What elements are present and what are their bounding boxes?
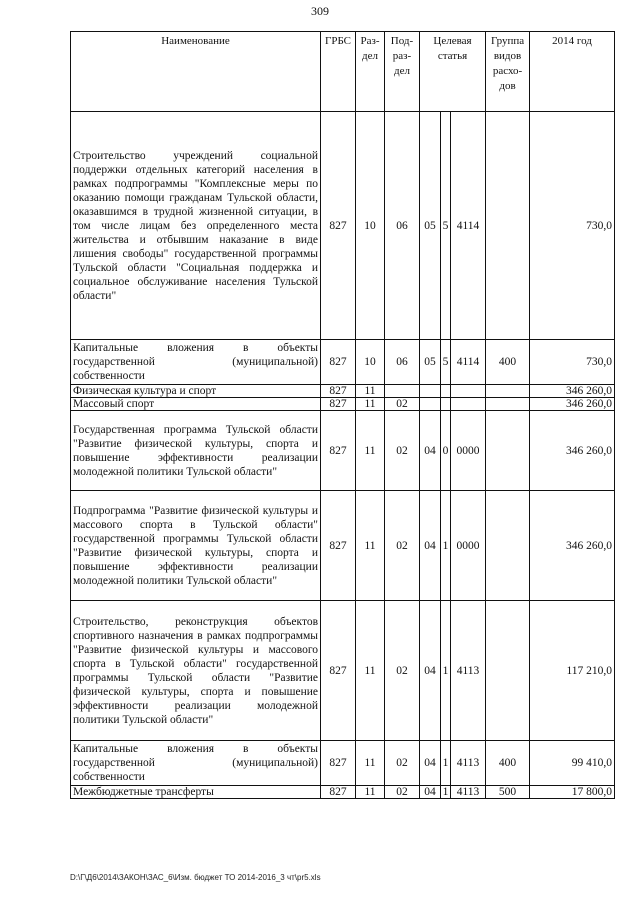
- row-target-program: 04: [420, 601, 441, 741]
- row-grbs: 827: [321, 112, 356, 340]
- row-amount: 17 800,0: [530, 786, 615, 799]
- row-razdel: 11: [356, 601, 385, 741]
- header-podrazdel: Под- раз- дел: [385, 32, 420, 112]
- row-target-subprogram: [441, 385, 451, 398]
- row-amount: 346 260,0: [530, 385, 615, 398]
- header-target-article: Целевая статья: [420, 32, 486, 112]
- row-grbs: 827: [321, 411, 356, 491]
- table-row: [71, 741, 615, 786]
- page-number: 309: [311, 4, 329, 18]
- row-name: Подпрограмма "Развитие физической культуры и массового спорта в Тульской области" государственной программы Тульской области "Развитие физической культуры, спорта и повышение эффективности реализации молодежной политики Тульской области": [71, 491, 321, 601]
- row-expense-group: 400: [486, 741, 530, 786]
- header-name: Наименование: [71, 32, 321, 112]
- row-razdel: 10: [356, 340, 385, 385]
- row-podrazdel: 06: [385, 340, 420, 385]
- row-expense-group: [486, 601, 530, 741]
- row-target-code: 4114: [451, 112, 486, 340]
- row-name: Строительство, реконструкция объектов спортивного назначения в рамках подпрограммы "Развитие физической культуры и массового спорта в Тульской области" государственной программы Тульской области "Развитие физической культуры, спорта и повышение эффективности реализации молодежной политики Тульской области": [71, 601, 321, 741]
- row-name: Массовый спорт: [71, 398, 321, 411]
- row-razdel: 11: [356, 491, 385, 601]
- row-target-code: 4113: [451, 741, 486, 786]
- row-target-subprogram: 1: [441, 741, 451, 786]
- header-razdel: Раз- дел: [356, 32, 385, 112]
- row-target-program: 04: [420, 741, 441, 786]
- row-target-program: 04: [420, 491, 441, 601]
- row-podrazdel: [385, 385, 420, 398]
- row-grbs: 827: [321, 786, 356, 799]
- row-podrazdel: 02: [385, 741, 420, 786]
- row-name: Межбюджетные трансферты: [71, 786, 321, 799]
- row-razdel: 10: [356, 112, 385, 340]
- row-grbs: 827: [321, 601, 356, 741]
- row-razdel: 11: [356, 741, 385, 786]
- header-year: 2014 год: [530, 32, 615, 112]
- row-expense-group: 500: [486, 786, 530, 799]
- row-razdel: 11: [356, 411, 385, 491]
- row-podrazdel: 02: [385, 786, 420, 799]
- row-podrazdel: 02: [385, 398, 420, 411]
- row-razdel: 11: [356, 398, 385, 411]
- row-target-program: 04: [420, 411, 441, 491]
- row-target-program: 05: [420, 340, 441, 385]
- row-target-program: 05: [420, 112, 441, 340]
- row-target-program: [420, 385, 441, 398]
- header-expense-group: Группа видов расхо- дов: [486, 32, 530, 112]
- table-header-row: [71, 32, 615, 112]
- row-target-program: 04: [420, 786, 441, 799]
- row-name: Капитальные вложения в объекты государственной (муниципальной) собственности: [71, 340, 321, 385]
- row-target-code: 4113: [451, 601, 486, 741]
- row-amount: 99 410,0: [530, 741, 615, 786]
- row-target-program: [420, 398, 441, 411]
- table-row: [71, 398, 615, 411]
- row-target-subprogram: 1: [441, 786, 451, 799]
- row-podrazdel: 02: [385, 491, 420, 601]
- row-grbs: 827: [321, 491, 356, 601]
- row-amount: 346 260,0: [530, 491, 615, 601]
- row-target-code: [451, 385, 486, 398]
- row-expense-group: [486, 411, 530, 491]
- row-grbs: 827: [321, 398, 356, 411]
- row-expense-group: 400: [486, 340, 530, 385]
- row-target-subprogram: 5: [441, 340, 451, 385]
- row-grbs: 827: [321, 741, 356, 786]
- table-row: [71, 340, 615, 385]
- table-row: [71, 385, 615, 398]
- row-name: Капитальные вложения в объекты государственной (муниципальной) собственности: [71, 741, 321, 786]
- header-grbs: ГРБС: [321, 32, 356, 112]
- budget-table: [70, 31, 615, 799]
- table-row: [71, 112, 615, 340]
- row-target-code: 4113: [451, 786, 486, 799]
- row-amount: 346 260,0: [530, 398, 615, 411]
- row-razdel: 11: [356, 385, 385, 398]
- row-name: Физическая культура и спорт: [71, 385, 321, 398]
- row-target-subprogram: [441, 398, 451, 411]
- row-name: Строительство учреждений социальной поддержки отдельных категорий населения в рамках подпрограммы "Комплексные меры по оказанию помощи гражданам Тульской области, оказавшимся в трудной жизненной ситуации, в том числе лицам без определенного места жительства и отбывшим наказание в виде лишения свободы" государственной программы Тульской области "Социальная поддержка и социальное обслуживание населения Тульской области": [71, 112, 321, 340]
- row-amount: 730,0: [530, 112, 615, 340]
- row-podrazdel: 06: [385, 112, 420, 340]
- row-expense-group: [486, 385, 530, 398]
- table-row: [71, 601, 615, 741]
- table-row: [71, 411, 615, 491]
- row-amount: 730,0: [530, 340, 615, 385]
- file-path-footer: D:\Г\Д6\2014\ЗАКОН\ЗАС_6\Изм. бюджет ТО 2014-2016_3 чт\pr5.xls: [70, 873, 321, 882]
- row-podrazdel: 02: [385, 411, 420, 491]
- row-target-subprogram: 1: [441, 491, 451, 601]
- row-target-subprogram: 1: [441, 601, 451, 741]
- row-target-code: 0000: [451, 411, 486, 491]
- table-row: [71, 491, 615, 601]
- row-target-code: 0000: [451, 491, 486, 601]
- row-expense-group: [486, 491, 530, 601]
- row-target-code: 4114: [451, 340, 486, 385]
- row-expense-group: [486, 112, 530, 340]
- row-name: Государственная программа Тульской области "Развитие физической культуры, спорта и повышение эффективности реализации молодежной политики Тульской области": [71, 411, 321, 491]
- row-amount: 117 210,0: [530, 601, 615, 741]
- row-expense-group: [486, 398, 530, 411]
- row-amount: 346 260,0: [530, 411, 615, 491]
- row-podrazdel: 02: [385, 601, 420, 741]
- row-target-code: [451, 398, 486, 411]
- row-razdel: 11: [356, 786, 385, 799]
- row-target-subprogram: 5: [441, 112, 451, 340]
- row-grbs: 827: [321, 385, 356, 398]
- table-row: [71, 786, 615, 799]
- row-target-subprogram: 0: [441, 411, 451, 491]
- row-grbs: 827: [321, 340, 356, 385]
